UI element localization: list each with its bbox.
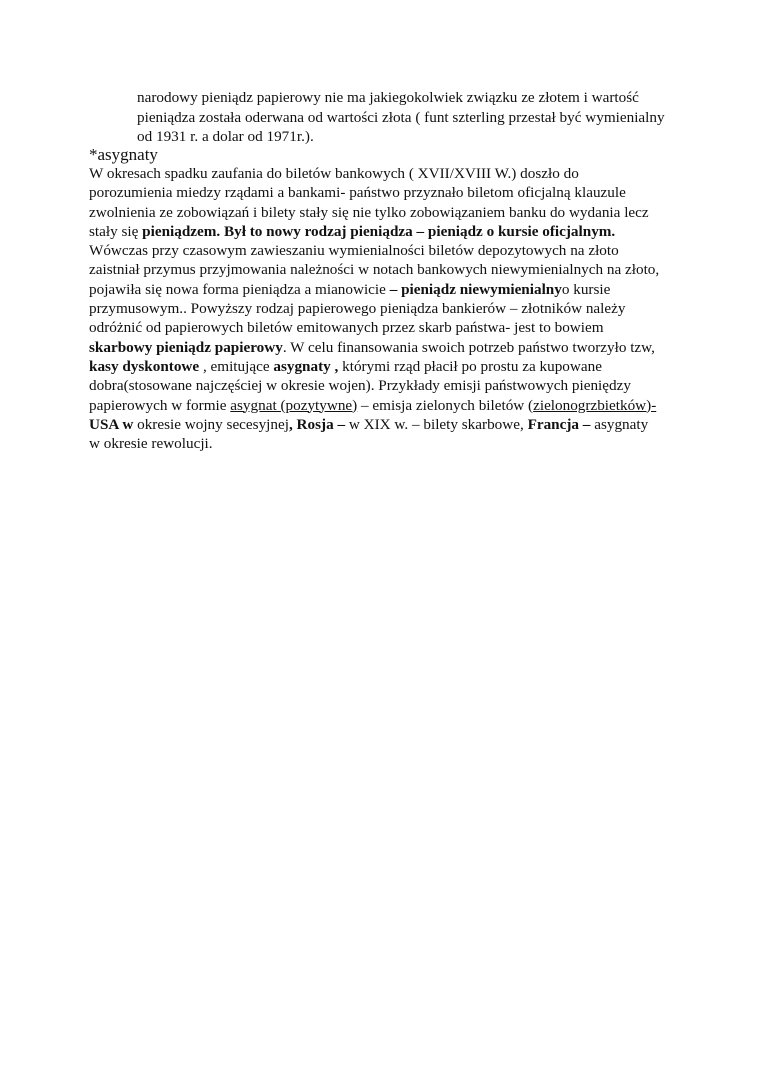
bold-text-run: USA w [89,415,134,433]
text-run: – emisja zielonych biletów ( [357,396,534,414]
body-paragraph [89,164,709,453]
text-run: asygnaty [590,415,649,433]
text-run: pojawiła się nowa forma pieniądza a mianowicie [89,280,390,298]
body-line [89,415,709,434]
text-run: którymi rząd płacił po prostu za kupowane [338,357,602,375]
body-line: Wówczas przy czasowym zawieszaniu wymienialności biletów depozytowych na złoto [89,242,619,260]
body-line: zaistniał przymus przyjmowania należności w notach bankowych niewymienialnych na złoto, [89,261,660,279]
text-run: stały się [89,222,143,240]
bold-text-run: skarbowy pieniądz papierowy [89,338,283,356]
bold-text-run: pieniądzem. Był to nowy rodzaj pieniądza – pieniądz o kursie oficjalnym. [142,222,616,240]
text-run: w XIX w. – bilety skarbowe, [345,415,528,433]
bold-text-run: Francja – [527,415,591,433]
underlined-text-run: asygnat (pozytywne) [230,396,358,414]
bold-text-run: , Rosja – [288,415,346,433]
intro-line: pieniądza została oderwana od wartości złota ( funt szterling przestał być wymienialny [137,108,665,126]
text-run: , emitujące [199,357,274,375]
text-run: papierowych w formie [89,396,231,414]
text-run: o kursie [561,280,611,298]
text-run: okresie wojny secesyjnej [133,415,289,433]
intro-line: od 1931 r. a dolar od 1971r.). [137,128,314,145]
body-line [89,357,709,376]
body-line: zwolnienia ze zobowiązań i bilety stały się nie tylko zobowiązaniem banku do wydania lecz [89,203,649,221]
body-line: przymusowym.. Powyższy rodzaj papierowego pieniądza bankierów – złotników należy [89,300,626,318]
body-line [89,222,709,241]
body-line [89,280,709,299]
body-line: dobra(stosowane najczęściej w okresie wojen). Przykłady emisji państwowych pieniędzy [89,377,631,395]
section-heading: *asygnaty [89,145,158,164]
bold-text-run: asygnaty , [273,357,339,375]
body-line: w okresie rewolucji. [89,435,213,453]
body-line: porozumienia miedzy rządami a bankami- państwo przyznało biletom oficjalną klauzule [89,184,626,202]
body-line [89,338,709,357]
intro-line: narodowy pieniądz papierowy nie ma jakiegokolwiek związku ze złotem i wartość [137,89,639,106]
underlined-text-run: zielonogrzbietków)- [533,396,657,414]
intro-paragraph [137,88,697,147]
body-line: odróżnić od papierowych biletów emitowanych przez skarb państwa- jest to bowiem [89,319,604,337]
body-line [89,396,709,415]
bold-text-run: – pieniądz niewymienialny [389,280,562,298]
body-line: W okresach spadku zaufania do biletów bankowych ( XVII/XVIII W.) doszło do [89,165,579,182]
text-run: . W celu finansowania swoich potrzeb państwo tworzyło tzw, [282,338,655,356]
bold-text-run: kasy dyskontowe [89,357,200,375]
